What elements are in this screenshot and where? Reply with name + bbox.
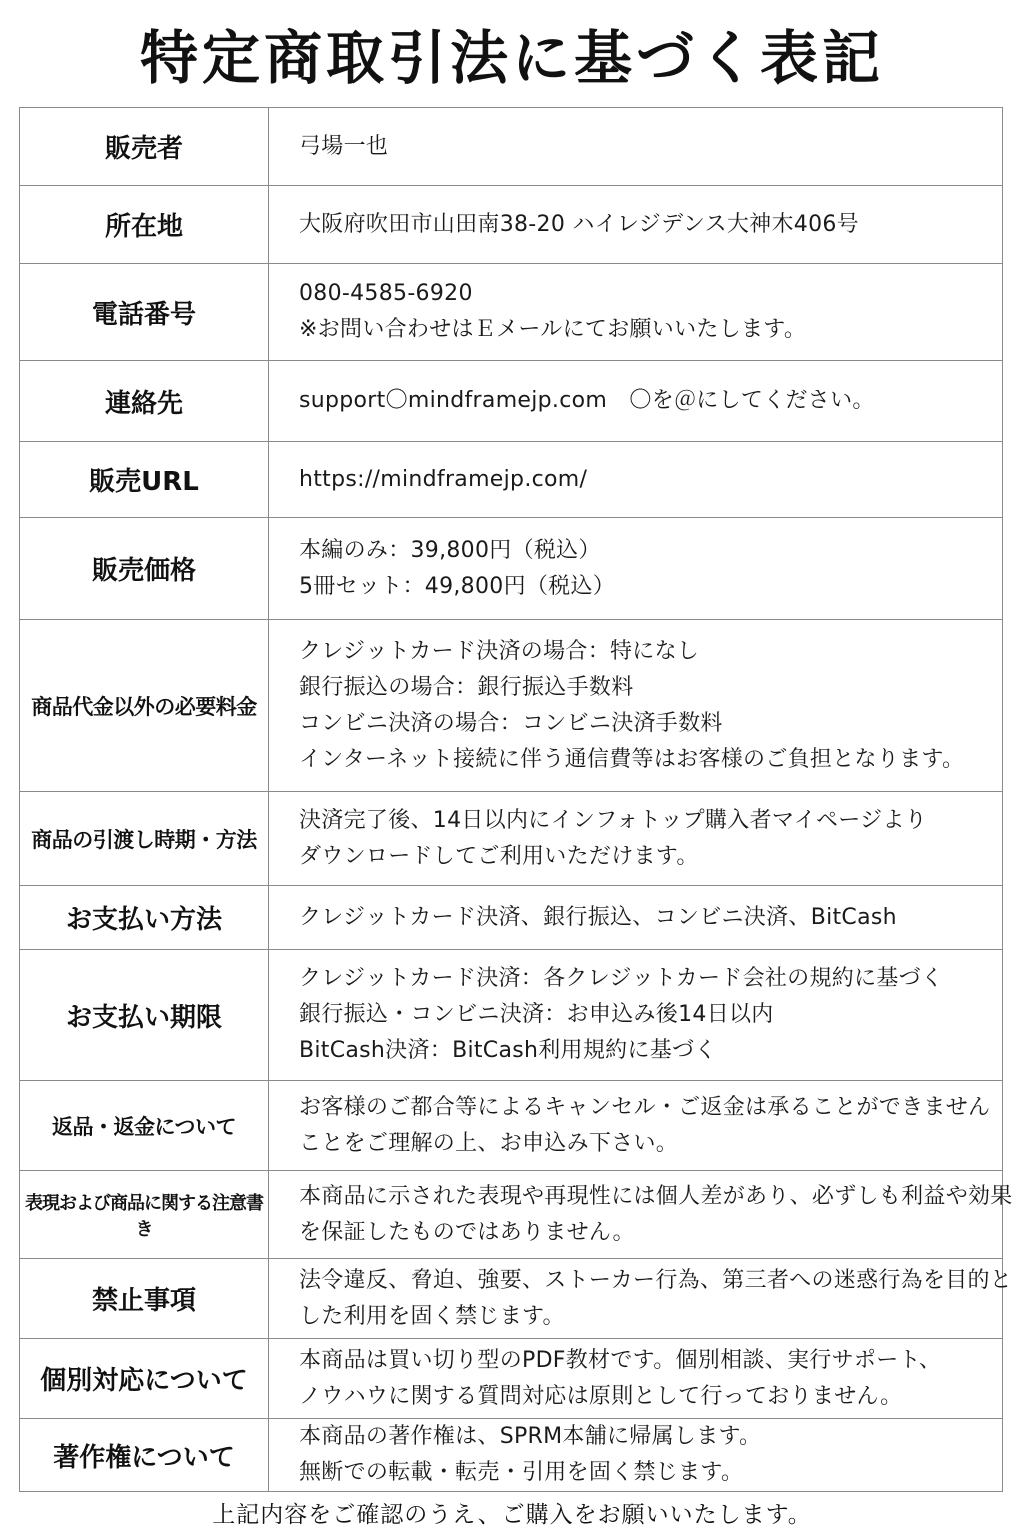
row-label: 商品代金以外の必要料金 <box>20 620 269 792</box>
row-value-line: https://mindframejp.com/ <box>299 466 588 492</box>
row-value-line: クレジットカード決済、銀行振込、コンビニ決済、BitCash <box>299 904 897 930</box>
row-value-line: クレジットカード決済：各クレジットカード会社の規約に基づく <box>299 966 944 991</box>
row-label: お支払い方法 <box>20 886 269 950</box>
row-label: 電話番号 <box>20 264 269 361</box>
row-value <box>269 264 1003 361</box>
row-value-line: 本商品は買い切り型のPDF教材です。個別相談、実行サポート、 <box>299 1347 942 1373</box>
row-value-line: お客様のご都合等によるキャンセル・ご返金は承ることができません <box>299 1094 991 1120</box>
table-row <box>20 361 1003 442</box>
row-label: 返品・返金について <box>20 1081 269 1171</box>
row-value-line: コンビニ決済の場合：コンビニ決済手数料 <box>299 710 723 736</box>
row-value <box>269 1081 1003 1171</box>
row-value-line: 080-4585-6920 <box>299 281 473 306</box>
row-value-line: 無断での転載・転売・引用を固く禁じます。 <box>299 1460 744 1485</box>
row-value <box>269 361 1003 442</box>
table-row <box>20 108 1003 186</box>
row-label: 販売価格 <box>20 518 269 620</box>
table-row <box>20 186 1003 264</box>
row-value-line: ※お問い合わせはＥメールにてお願いいたします。 <box>299 317 807 342</box>
row-label: 販売者 <box>20 108 269 186</box>
row-value-line: 弓場一也 <box>299 133 389 159</box>
row-value <box>269 1259 1013 1339</box>
row-label: 著作権について <box>20 1419 269 1492</box>
row-value-line: 銀行振込の場合：銀行振込手数料 <box>299 674 634 700</box>
table-row <box>20 1419 1003 1492</box>
row-label: 所在地 <box>20 186 269 264</box>
row-value <box>269 1419 1003 1492</box>
row-value <box>269 792 1003 886</box>
table-row <box>20 442 1003 518</box>
row-value-line: を保証したものではありません。 <box>299 1219 635 1245</box>
row-value-line: クレジットカード決済の場合：特になし <box>299 638 700 664</box>
row-value-line: ことをご理解の上、お申込み下さい。 <box>299 1130 679 1156</box>
row-value-line: 決済完了後、14日以内にインフォトップ購入者マイページより <box>299 807 928 833</box>
row-label: お支払い期限 <box>20 950 269 1081</box>
row-value-line: 大阪府吹田市山田南38-20 ハイレジデンス大神木406号 <box>299 211 859 237</box>
row-value-line: 本商品の著作権は、SPRM本舗に帰属します。 <box>299 1424 762 1449</box>
row-value <box>269 186 1003 264</box>
row-value-line: 法令違反、脅迫、強要、ストーカー行為、第三者への迷惑行為を目的と <box>299 1267 1013 1293</box>
row-value <box>269 1339 1003 1419</box>
table-row <box>20 1339 1003 1419</box>
row-value <box>269 620 1003 792</box>
page-title: 特定商取引法に基づく表記 <box>139 24 884 92</box>
row-value <box>269 886 1003 950</box>
row-label: 禁止事項 <box>20 1259 269 1339</box>
row-value-line: support〇mindframejp.com 〇を＠にしてください。 <box>299 388 875 413</box>
row-value-line: 銀行振込・コンビニ決済：お申込み後14日以内 <box>299 1002 774 1027</box>
table-row <box>20 1259 1003 1339</box>
row-value <box>269 950 1003 1081</box>
table-row <box>20 886 1003 950</box>
row-value-line: した利用を固く禁じます。 <box>299 1303 565 1329</box>
row-value-line: 本編のみ：39,800円（税込） <box>299 537 601 563</box>
row-value-line: 本商品に示された表現や再現性には個人差があり、必ずしも利益や効果 <box>299 1183 1013 1209</box>
row-label: 個別対応について <box>20 1339 269 1419</box>
row-value-line: インターネット接続に伴う通信費等はお客様のご負担となります。 <box>299 746 965 772</box>
table-row <box>20 950 1003 1081</box>
table-row <box>20 1081 1003 1171</box>
row-value-line: ノウハウに関する質問対応は原則として行っておりません。 <box>299 1383 903 1409</box>
row-value <box>269 442 1003 518</box>
row-value <box>269 518 1003 620</box>
table-row <box>20 264 1003 361</box>
row-value-line: ダウンロードしてご利用いただけます。 <box>299 843 699 869</box>
legal-info-table <box>19 107 1013 1492</box>
table-row <box>20 1171 1003 1259</box>
row-value <box>269 1171 1013 1259</box>
row-value-line: 5冊セット：49,800円（税込） <box>299 573 616 599</box>
table-row <box>20 518 1003 620</box>
row-label: 表現および商品に関する注意書き <box>20 1171 269 1259</box>
row-label: 販売URL <box>20 442 269 518</box>
table-row <box>20 792 1003 886</box>
footer-note: 上記内容をご確認のうえ、ご購入をお願いいたします。 <box>212 1502 812 1528</box>
row-value-line: BitCash決済：BitCash利用規約に基づく <box>299 1038 717 1063</box>
table-row <box>20 620 1003 792</box>
row-value <box>269 108 1003 186</box>
row-label: 商品の引渡し時期・方法 <box>20 792 269 886</box>
row-label: 連絡先 <box>20 361 269 442</box>
